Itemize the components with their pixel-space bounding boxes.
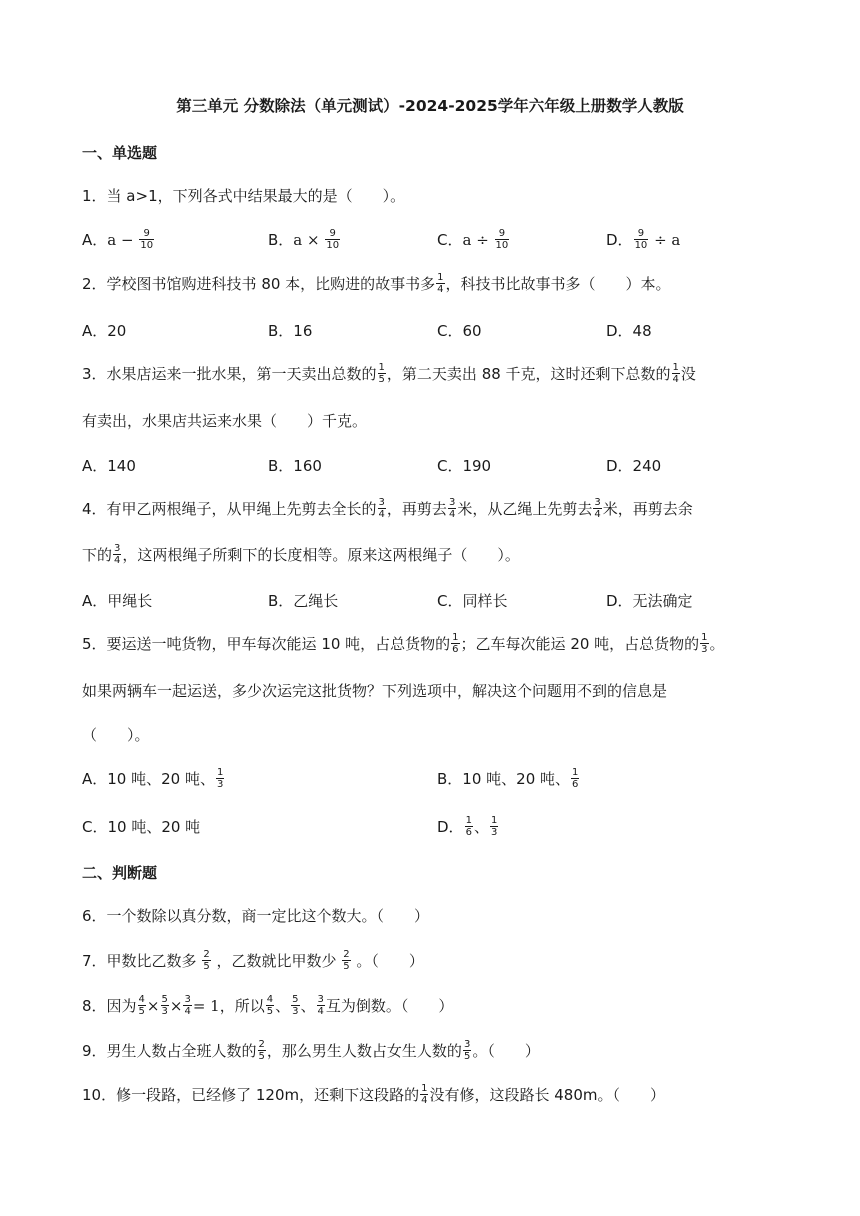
- question-4-option-a[interactable]: A．甲绳长: [82, 592, 153, 610]
- question-3-stem-line-2: 有卖出，水果店共运来水果（ ）千克。: [82, 412, 368, 430]
- question-3-stem: [82, 363, 696, 386]
- question-2-option-b[interactable]: B．16: [268, 322, 313, 340]
- question-3-option-d[interactable]: D．240: [606, 457, 662, 475]
- fraction: [420, 1083, 428, 1106]
- separator: 、: [275, 997, 291, 1015]
- fraction: [161, 994, 169, 1017]
- fraction: [451, 632, 459, 655]
- question-4-option-c[interactable]: C．同样长: [437, 592, 508, 610]
- numerator: 5: [292, 994, 299, 1005]
- numerator: 1: [378, 362, 385, 373]
- option-prefix: B．: [268, 231, 294, 249]
- numerator: 3: [463, 1039, 471, 1050]
- numerator: 4: [266, 994, 274, 1005]
- question-5-option-a[interactable]: [82, 768, 225, 791]
- question-4-option-b[interactable]: B．乙绳长: [268, 592, 339, 610]
- question-5-option-c[interactable]: C．10 吨、20 吨: [82, 818, 201, 836]
- stem-text: 7．甲数比乙数多: [82, 952, 202, 970]
- fraction: [183, 994, 191, 1017]
- option-text: A．10 吨、20 吨、: [82, 770, 215, 788]
- numerator: 1: [437, 272, 444, 283]
- numerator: 9: [325, 228, 340, 240]
- numerator: 3: [317, 994, 324, 1005]
- stem-text: ，所以: [219, 997, 265, 1015]
- fraction: [266, 994, 274, 1017]
- stem-text: 互为倒数。（ ）: [325, 997, 454, 1015]
- option-text: B．10 吨、20 吨、: [437, 770, 571, 788]
- denominator: 5: [463, 1051, 471, 1062]
- question-2-stem: [82, 273, 671, 296]
- section-heading-single-choice: 一、单选题: [82, 144, 158, 162]
- stem-text: 4．有甲乙两根绳子，从甲绳上先剪去全长的: [82, 500, 377, 518]
- fraction: [378, 497, 386, 520]
- option-prefix: A．: [82, 231, 108, 249]
- fraction: [317, 994, 325, 1017]
- question-3-option-a[interactable]: A．140: [82, 457, 136, 475]
- fraction: [571, 767, 579, 790]
- denominator: 5: [266, 1006, 274, 1017]
- question-8: [82, 995, 453, 1018]
- numerator: 1: [216, 767, 224, 778]
- stem-text: ，这两根绳子所剩下的长度相等。原来这两根绳子（ ）。: [122, 546, 520, 564]
- numerator: 1: [452, 632, 459, 643]
- numerator: 1: [490, 815, 498, 826]
- question-9: [82, 1040, 540, 1063]
- numerator: 3: [594, 497, 601, 508]
- question-2-option-d[interactable]: D．48: [606, 322, 652, 340]
- denominator: 4: [448, 509, 456, 520]
- denominator: 5: [258, 1051, 265, 1062]
- stem-text: 。（ ）: [351, 952, 424, 970]
- stem-text: 2．学校图书馆购进科技书 80 本，比购进的故事书多: [82, 275, 436, 293]
- stem-text: 9．男生人数占全班人数的: [82, 1042, 257, 1060]
- numerator: 9: [495, 228, 510, 240]
- numerator: 1: [421, 1083, 428, 1094]
- question-3-option-c[interactable]: C．190: [437, 457, 492, 475]
- fraction: [495, 228, 510, 251]
- fraction: [113, 543, 121, 566]
- stem-text: ，乙数就比甲数少: [211, 952, 342, 970]
- fraction: [593, 497, 601, 520]
- question-1-option-d[interactable]: [606, 229, 680, 252]
- numerator: 1: [672, 362, 679, 373]
- denominator: 3: [216, 779, 224, 790]
- separator: 、: [300, 997, 316, 1015]
- denominator: 4: [437, 284, 444, 295]
- stem-text: ，再剪去: [386, 500, 447, 518]
- denominator: 10: [326, 240, 340, 251]
- denominator: 5: [138, 1006, 145, 1017]
- numerator: 3: [448, 497, 456, 508]
- question-1-option-b[interactable]: [268, 229, 341, 252]
- equation-result: = 1: [192, 997, 220, 1015]
- question-4-stem: [82, 498, 693, 521]
- question-2-option-a[interactable]: A．20: [82, 322, 127, 340]
- numerator: 2: [203, 949, 210, 960]
- denominator: 5: [203, 961, 210, 972]
- denominator: 6: [572, 779, 579, 790]
- math-expression: ÷ a: [654, 231, 681, 249]
- numerator: 2: [258, 1039, 265, 1050]
- denominator: 5: [343, 961, 350, 972]
- numerator: 3: [378, 497, 385, 508]
- fraction: [490, 815, 498, 838]
- fraction: [463, 1039, 471, 1062]
- denominator: 10: [495, 240, 509, 251]
- fraction: [216, 767, 224, 790]
- question-5-option-d[interactable]: [437, 816, 499, 839]
- fraction: [138, 994, 146, 1017]
- question-5-stem-line-3: （ ）。: [82, 726, 150, 744]
- fraction: [258, 1039, 266, 1062]
- question-1-stem: 1．当 a>1，下列各式中结果最大的是（ ）。: [82, 187, 406, 205]
- fraction: [448, 497, 456, 520]
- numerator: 5: [161, 994, 168, 1005]
- stem-text: ，第二天卖出 88 千克，这时还剩下总数的: [386, 365, 671, 383]
- question-7: [82, 950, 424, 973]
- stem-text: 。（ ）: [472, 1042, 540, 1060]
- fraction: [465, 815, 473, 838]
- denominator: 3: [701, 644, 708, 655]
- numerator: 4: [138, 994, 145, 1005]
- fraction: [291, 994, 299, 1017]
- stem-text: 10．修一段路，已经修了 120m，还剩下这段路的: [82, 1086, 420, 1104]
- fraction: [672, 362, 680, 385]
- operator: ×: [146, 997, 160, 1015]
- math-expression: a −: [107, 231, 134, 249]
- numerator: 1: [465, 815, 472, 826]
- page-title: 第三单元 分数除法（单元测试）-2024-2025学年六年级上册数学人教版: [176, 97, 684, 115]
- question-5-option-b[interactable]: [437, 768, 580, 791]
- stem-text: 3．水果店运来一批水果，第一天卖出总数的: [82, 365, 377, 383]
- fraction: [202, 949, 210, 972]
- question-2-option-c[interactable]: C．60: [437, 322, 482, 340]
- stem-text: 没有修，这段路长 480m。（ ）: [429, 1086, 665, 1104]
- fraction: [342, 949, 350, 972]
- denominator: 4: [378, 509, 385, 520]
- question-10: [82, 1084, 665, 1107]
- denominator: 5: [378, 374, 385, 385]
- denominator: 3: [490, 827, 498, 838]
- denominator: 6: [452, 644, 459, 655]
- operator: ×: [169, 997, 183, 1015]
- stem-text: 下的: [82, 546, 113, 564]
- question-6: 6．一个数除以真分数，商一定比这个数大。（ ）: [82, 907, 430, 925]
- denominator: 4: [594, 509, 601, 520]
- question-4-stem-line-2: [82, 544, 520, 567]
- question-1-option-c[interactable]: [437, 229, 510, 252]
- separator: 、: [473, 818, 489, 836]
- fraction: [436, 272, 444, 295]
- denominator: 3: [292, 1006, 299, 1017]
- option-prefix: D．: [606, 231, 633, 249]
- question-1-option-a[interactable]: [82, 229, 155, 252]
- fraction: [634, 228, 649, 251]
- stem-text: ，那么男生人数占女生人数的: [266, 1042, 462, 1060]
- section-heading-true-false: 二、判断题: [82, 864, 158, 882]
- fraction: [700, 632, 708, 655]
- numerator: 9: [139, 228, 154, 240]
- stem-text: 8．因为: [82, 997, 137, 1015]
- stem-text: ；乙车每次能运 20 吨，占总货物的: [460, 635, 700, 653]
- stem-text: 5．要运送一吨货物，甲车每次能运 10 吨，占总货物的: [82, 635, 451, 653]
- fraction: [139, 228, 154, 251]
- option-prefix: D．: [437, 818, 464, 836]
- numerator: 1: [701, 632, 708, 643]
- numerator: 2: [343, 949, 350, 960]
- fraction: [325, 228, 340, 251]
- stem-text: ，科技书比故事书多（ ）本。: [445, 275, 671, 293]
- numerator: 9: [634, 228, 649, 240]
- denominator: 4: [114, 555, 121, 566]
- question-3-option-b[interactable]: B．160: [268, 457, 322, 475]
- numerator: 3: [184, 994, 191, 1005]
- question-5-stem: [82, 633, 725, 656]
- numerator: 3: [114, 543, 121, 554]
- stem-text: 。: [709, 635, 725, 653]
- question-5-stem-line-2: 如果两辆车一起运送，多少次运完这批货物？下列选项中，解决这个问题用不到的信息是: [82, 682, 668, 700]
- denominator: 6: [465, 827, 472, 838]
- denominator: 4: [672, 374, 679, 385]
- numerator: 1: [572, 767, 579, 778]
- question-4-option-d[interactable]: D．无法确定: [606, 592, 693, 610]
- fraction: [378, 362, 386, 385]
- stem-text: 米，从乙绳上先剪去: [457, 500, 593, 518]
- denominator: 4: [317, 1006, 324, 1017]
- stem-text: 米，再剪去余: [602, 500, 693, 518]
- denominator: 10: [140, 240, 154, 251]
- denominator: 10: [634, 240, 648, 251]
- math-expression: a ÷: [462, 231, 489, 249]
- denominator: 4: [184, 1006, 191, 1017]
- denominator: 3: [161, 1006, 168, 1017]
- math-expression: a ×: [293, 231, 320, 249]
- option-prefix: C．: [437, 231, 463, 249]
- denominator: 4: [421, 1095, 428, 1106]
- stem-text: 没: [680, 365, 696, 383]
